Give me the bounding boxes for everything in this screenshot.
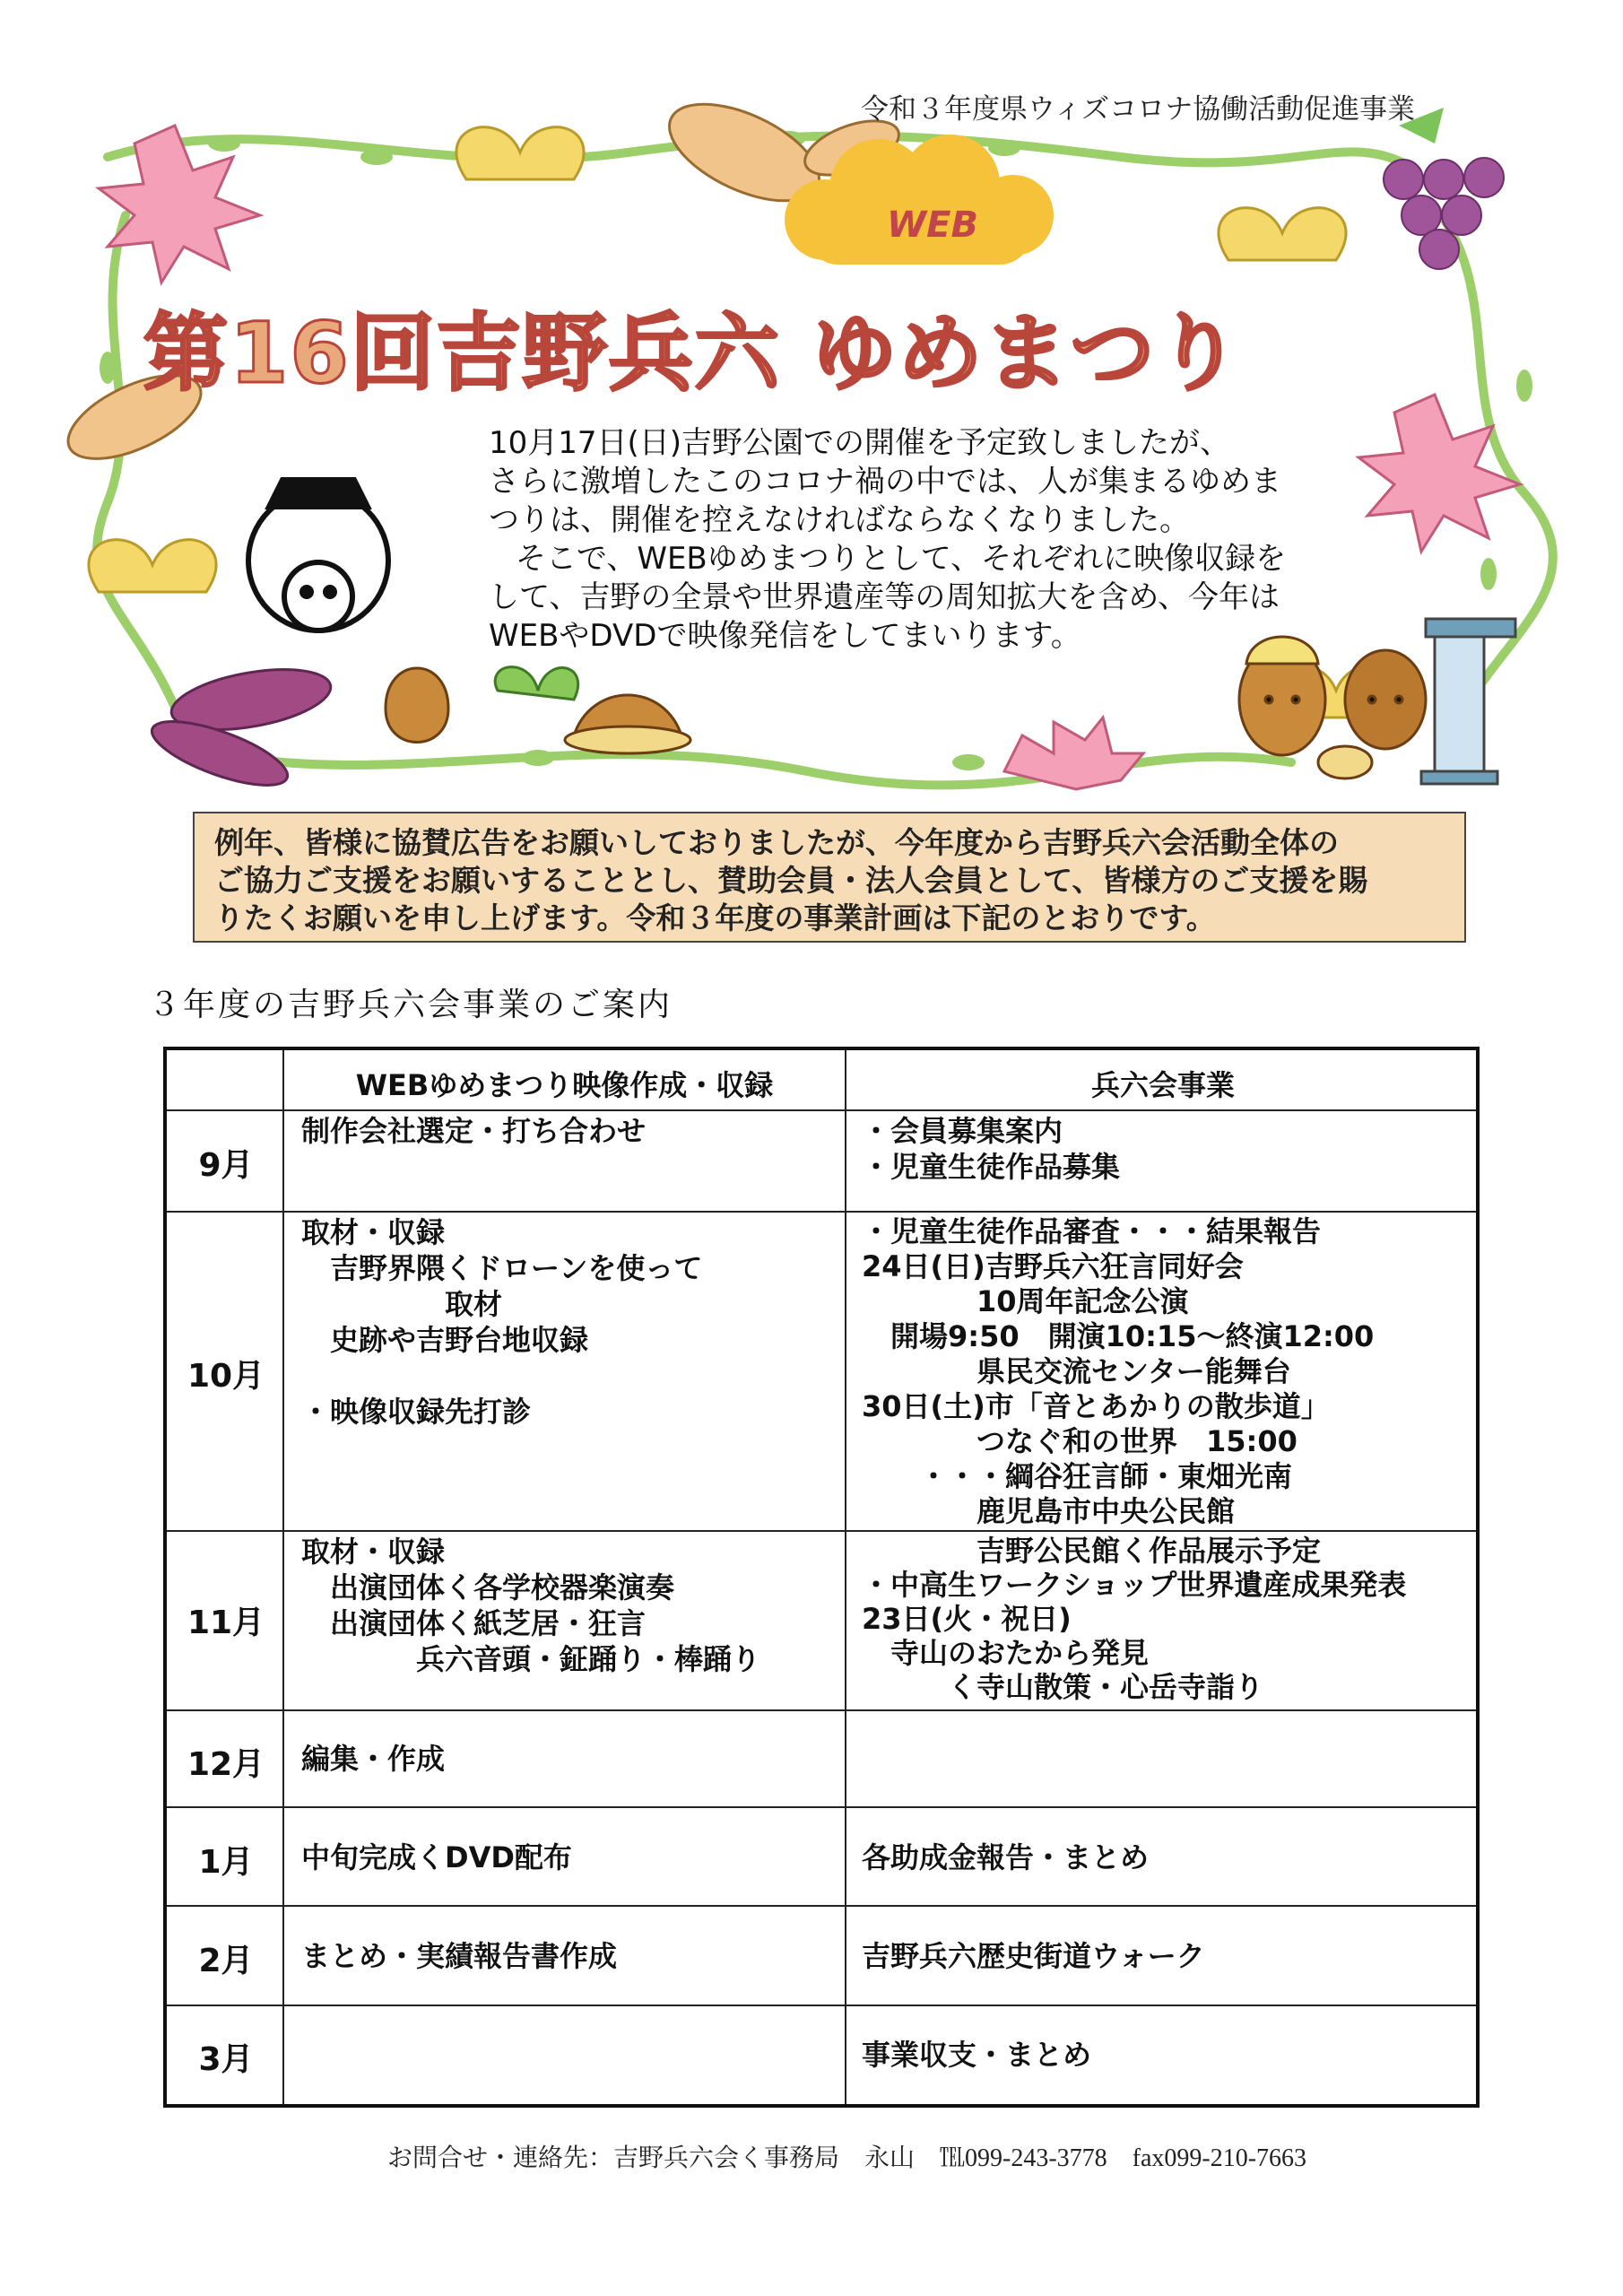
column-header-hyoroku: 兵六会事業 [1090, 1068, 1235, 1102]
intro-line: つりは、開催を控えなければならなくなりました。 [489, 502, 1190, 538]
web-cell: 編集・作成 [301, 1742, 446, 1776]
section-heading: ３年度の吉野兵六会事業のご案内 [148, 987, 673, 1023]
intro-line: WEBやDVDで映像発信をしてまいります。 [489, 618, 1081, 654]
notice-line: 例年、皆様に協賛広告をお願いしておりましたが、今年度から吉野兵六会活動全体の [214, 825, 1339, 860]
mascot-emblem-icon [248, 480, 388, 631]
web-cell: 中旬完成くDVD配布 [301, 1840, 572, 1874]
notice-line: ご協力ご支援をお願いすることとし、賛助会員・法人会員として、皆様方のご支援を賜 [214, 863, 1368, 898]
sponsorship-notice [193, 812, 1466, 943]
month-label: 3月 [198, 2041, 254, 2078]
intro-line: さらに激増したこのコロナ禍の中では、人が集まるゆめま [489, 464, 1281, 500]
month-label: 12月 [187, 1746, 265, 1783]
web-cell: 取材・収録 出演団体く各学校器楽演奏 出演団体く紙芝居・狂言 兵六音頭・鉦踊り・棒踊り [301, 1535, 761, 1676]
hyoroku-cell: 各助成金報告・まとめ [862, 1840, 1150, 1874]
plan-table [163, 1047, 1480, 2108]
hyoroku-cell: 吉野公民館く作品展示予定 ・中高生ワークショップ世界遺産成果発表 23日(火・祝日) 寺山のおたから発見 く寺山散策・心岳寺詣り [862, 1534, 1407, 1704]
measuring-cylinder-icon [1421, 619, 1515, 784]
hyoroku-cell: 事業収支・まとめ [862, 2038, 1092, 2072]
month-label: 11月 [187, 1605, 265, 1641]
month-label: 1月 [198, 1844, 254, 1881]
hyoroku-cell: ・児童生徒作品審査・・・結果報告 24日(日)吉野兵六狂言同好会 10周年記念公演 開場9:50 開演10:15〜終演12:00 県民交流センター能舞台 30日(土)市「音とあかりの散歩道」 つなぐ和の世界 15:00 ・・・綱谷狂言師・東畑光南 鹿児島市中央公民館 [862, 1214, 1375, 1528]
event-title: 第16回吉野兵六 ゆめまつり [143, 305, 1243, 403]
intro-line: 10月17日(日)吉野公園での開催を予定致しましたが、 [489, 425, 1231, 461]
sweet-potato-icon [145, 659, 335, 798]
web-cell: 制作会社選定・打ち合わせ [301, 1114, 647, 1148]
intro-line: そこで、WEBゆめまつりとして、それぞれに映像収録を [516, 541, 1287, 577]
column-header-web: WEBゆめまつり映像作成・収録 [355, 1068, 774, 1102]
web-badge-label: WEB [887, 204, 978, 246]
chestnut-icon [386, 667, 690, 753]
month-label: 9月 [198, 1147, 254, 1184]
grape-icon [1384, 108, 1504, 269]
organization-line: 令和３年度県ウィズコロナ協働活動促進事業 [861, 93, 1416, 125]
web-cell: 取材・収録 吉野界隈くドローンを使って 取材 史跡や吉野台地収録 ・映像収録先打診 [301, 1215, 703, 1429]
hyoroku-cell: ・会員募集案内 ・児童生徒作品募集 [862, 1114, 1121, 1184]
hyoroku-cell: 吉野兵六歴史街道ウォーク [862, 1939, 1205, 1973]
web-cell: まとめ・実績報告書作成 [301, 1939, 618, 1973]
contact-info: お問合せ・連絡先：吉野兵六会く事務局 永山 ℡099-243-3778 fax099-210-7663 [387, 2144, 1307, 2172]
intro-line: して、吉野の全景や世界遺産等の周知拡大を含め、今年は [489, 579, 1280, 615]
notice-line: りたくお願いを申し上げます。令和３年度の事業計画は下記のとおりです。 [214, 900, 1216, 935]
month-label: 10月 [187, 1358, 265, 1395]
month-label: 2月 [198, 1943, 254, 1979]
